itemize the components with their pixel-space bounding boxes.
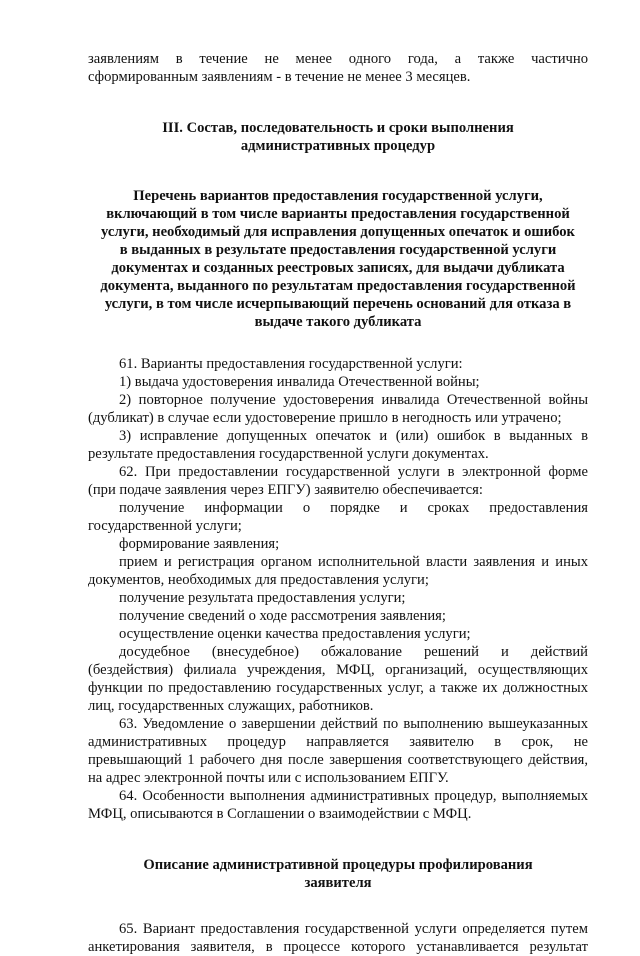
text-line: получение информации о порядке и сроках предоставления (119, 500, 588, 516)
paragraph-list (88, 355, 588, 823)
paragraph-61 (88, 355, 588, 373)
text-line: получение результата предоставления услуги; (119, 590, 406, 606)
list-item-1 (88, 373, 588, 391)
text-line: функции по предоставлению государственных услуг, а также их должностных (88, 680, 588, 696)
list-item-form (88, 535, 588, 553)
heading-line: выдаче такого дубликата (254, 314, 422, 330)
text-line: административных процедур направляется заявителю в срок, не (88, 734, 588, 750)
text-line: анкетирования заявителя, в процессе которого устанавливается результат (88, 939, 588, 955)
text-line: осуществление оценки качества предоставления услуги; (119, 626, 471, 642)
heading-line: Перечень вариантов предоставления государственной услуги, (133, 188, 543, 204)
heading-line: Описание административной процедуры профилирования (143, 857, 533, 873)
text-line: сформированным заявлениям - в течение не менее 3 месяцев. (88, 69, 471, 85)
heading-line: заявителя (304, 875, 372, 891)
section-title (88, 119, 588, 155)
text-line: превышающий 1 рабочего дня после завершения соответствующего действия, (88, 752, 588, 768)
text-line: 1) выдача удостоверения инвалида Отечественной войны; (119, 374, 480, 390)
heading-line: административных процедур (240, 138, 436, 154)
list-item-result (88, 589, 588, 607)
heading-line: в выданных в результате предоставления государственной услуги (119, 242, 557, 258)
text-line: прием и регистрация органом исполнительной власти заявления и иных (119, 554, 588, 570)
list-item-3 (88, 427, 588, 463)
list-item-appeal (88, 643, 588, 715)
heading-line: документа, выданного по результатам предоставления государственной (100, 278, 576, 294)
list-item-registration (88, 553, 588, 589)
list-item-info (88, 499, 588, 535)
text-line: 62. При предоставлении государственной услуги в электронной форме (119, 464, 588, 480)
text-line: досудебное (внесудебное) обжалование решений и действий (119, 644, 588, 660)
paragraph-64 (88, 787, 588, 823)
list-item-status (88, 607, 588, 625)
paragraph-62 (88, 463, 588, 499)
document-content (88, 50, 588, 956)
text-line: (дубликат) в случае если удостоверение пришло в негодность или утрачено; (88, 410, 562, 426)
heading-line: III. Состав, последовательность и сроки выполнения (162, 120, 514, 136)
paragraph-63 (88, 715, 588, 787)
text-line: документов, необходимых для предоставления услуги; (88, 572, 429, 588)
text-line: заявлениям в течение не менее одного года, а также частично (88, 51, 588, 67)
heading-line: включающий в том числе варианты предоставления государственной (106, 206, 570, 222)
list-item-quality (88, 625, 588, 643)
text-line: формирование заявления; (119, 536, 280, 552)
text-line: (бездействия) филиала учреждения, МФЦ, организаций, осуществляющих (88, 662, 588, 678)
text-line: лиц, государственных служащих, работников. (88, 698, 374, 714)
text-line: 2) повторное получение удостоверения инвалида Отечественной войны (119, 392, 588, 408)
heading-line: услуги, в том числе исчерпывающий перечень оснований для отказа в (104, 296, 572, 312)
text-line: (при подаче заявления через ЕПГУ) заявителю обеспечивается: (88, 482, 483, 498)
text-line: 63. Уведомление о завершении действий по выполнению вышеуказанных (119, 716, 588, 732)
subheading (88, 187, 588, 331)
text-line: 64. Особенности выполнения административных процедур, выполняемых (119, 788, 588, 804)
text-line: 3) исправление допущенных опечаток и (или) ошибок в выданных в (119, 428, 588, 444)
paragraph-65 (88, 920, 588, 956)
subsection-title (88, 856, 588, 892)
heading-line: документах и созданных реестровых записях, для выдачи дубликата (111, 260, 565, 276)
text-line: результате предоставления государственной услуги документах. (88, 446, 489, 462)
intro-paragraph (88, 50, 588, 86)
text-line: на адрес электронной почты или с использованием ЕПГУ. (88, 770, 449, 786)
text-line: МФЦ, описываются в Соглашении о взаимодействии с МФЦ. (88, 806, 472, 822)
list-item-2 (88, 391, 588, 427)
text-line: 61. Варианты предоставления государственной услуги: (119, 356, 463, 372)
text-line: 65. Вариант предоставления государственной услуги определяется путем (119, 921, 588, 937)
text-line: государственной услуги; (88, 518, 242, 534)
heading-line: услуги, необходимый для исправления допущенных опечаток и ошибок (101, 224, 575, 240)
text-line: получение сведений о ходе рассмотрения заявления; (119, 608, 446, 624)
